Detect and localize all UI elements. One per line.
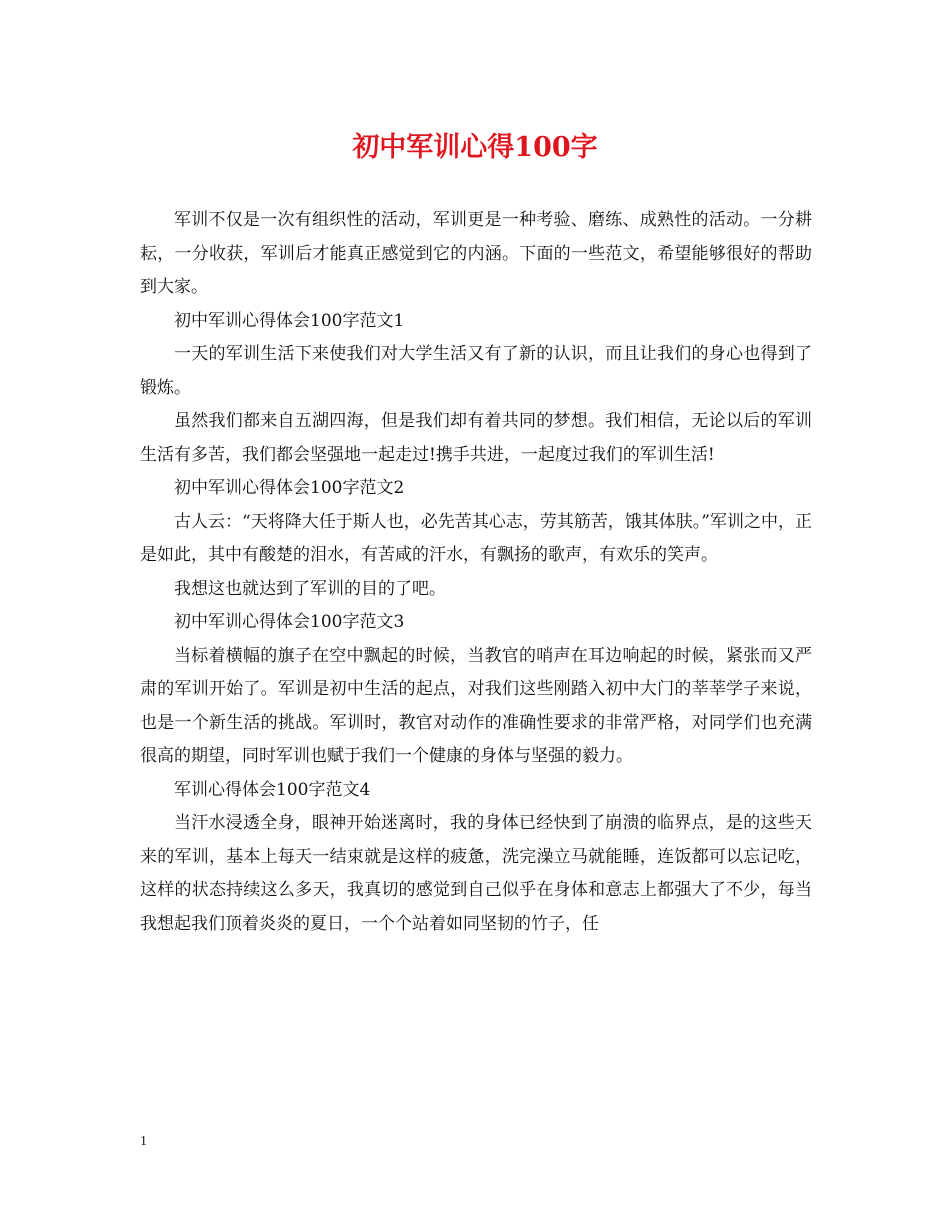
paragraph: 虽然我们都来自五湖四海，但是我们却有着共同的梦想。我们相信，无论以后的军训生活有多苦，我们都会坚强地一起走过!携手共进，一起度过我们的军训生活!: [140, 411, 812, 465]
paragraph-intro: 军训不仅是一次有组织性的活动，军训更是一种考验、磨练、成熟性的活动。一分耕耘，一分收获，军训后才能真正感觉到它的内涵。下面的一些范文，希望能够很好的帮助到大家。: [140, 210, 812, 297]
paragraph: 当标着横幅的旗子在空中飘起的时候，当教官的哨声在耳边响起的时候，紧张而又严肃的军训开始了。军训是初中生活的起点，对我们这些刚踏入初中大门的莘莘学子来说，也是一个新生活的挑战。军训时，教官对动作的准确性要求的非常严格，对同学们也充满很高的期望，同时军训也赋于我们一个健康的身体与坚强的毅力。: [140, 645, 812, 766]
page-number: 1: [140, 1134, 147, 1149]
section-heading-1: 初中军训心得体会100字范文1: [174, 310, 405, 331]
section-heading-4: 军训心得体会100字范文4: [174, 779, 371, 800]
section-heading-2: 初中军训心得体会100字范文2: [174, 478, 405, 498]
document-body: [140, 204, 812, 941]
paragraph: 古人云：“天将降大任于斯人也，必先苦其心志，劳其筋苦，饿其体肤。”军训之中，正是如此，其中有酸楚的泪水，有苦咸的汗水，有飘扬的歌声，有欢乐的笑声。: [140, 511, 812, 565]
paragraph: 一天的军训生活下来使我们对大学生活又有了新的认识，而且让我们的身心也得到了锻炼。: [140, 344, 812, 398]
paragraph: 当汗水浸透全身，眼神开始迷离时，我的身体已经快到了崩溃的临界点，是的这些天来的军训，基本上每天一结束就是这样的疲惫，洗完澡立马就能睡，连饭都可以忘记吃，这样的状态持续这么多天，我真切的感觉到自己似乎在身体和意志上都强大了不少，每当我想起我们顶着炎炎的夏日，一个个站着如同坚韧的竹子，任: [140, 813, 812, 934]
paragraph: 我想这也就达到了军训的目的了吧。: [174, 578, 446, 599]
document-title: 初中军训心得100字: [352, 132, 598, 163]
section-heading-3: 初中军训心得体会100字范文3: [174, 612, 405, 632]
